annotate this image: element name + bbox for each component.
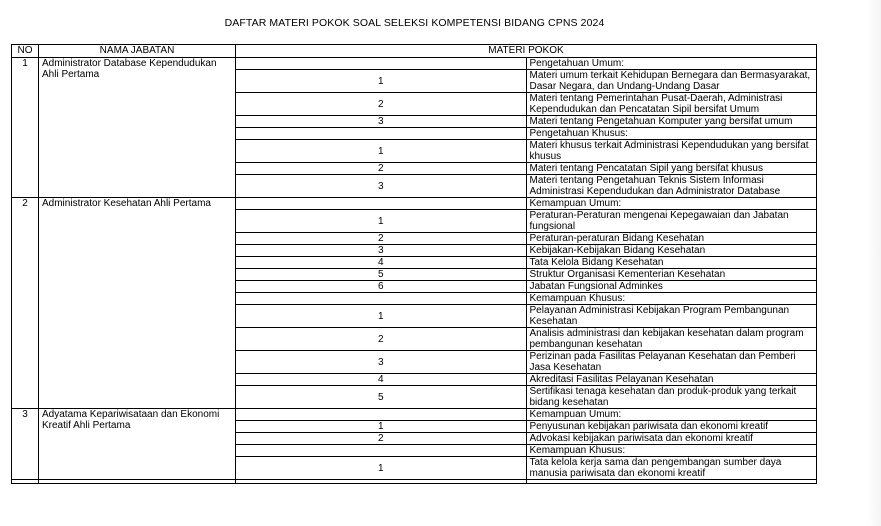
materi-item-text: Tata Kelola Bidang Kesehatan bbox=[526, 257, 817, 269]
row-number: 3 bbox=[12, 409, 39, 480]
materi-item-text: Peraturan-Peraturan mengenai Kepegawaian dan Jabatan fungsional bbox=[526, 210, 817, 233]
materi-item-text: Peraturan-peraturan Bidang Kesehatan bbox=[526, 233, 817, 245]
materi-item-text: Sertifikasi tenaga kesehatan dan produk-produk yang terkait bidang kesehatan bbox=[526, 386, 817, 409]
header-materi: MATERI POKOK bbox=[236, 45, 817, 58]
jabatan-name: Administrator Database Kependudukan Ahli Pertama bbox=[39, 58, 236, 198]
materi-section-heading: Pengetahuan Khusus: bbox=[526, 128, 817, 140]
materi-item-text: Materi umum terkait Kehidupan Bernegara dan Bermasyarakat, Dasar Negara, dan Undang-Undang Dasar bbox=[526, 70, 817, 93]
cutoff-cell bbox=[39, 480, 236, 484]
materi-item-number bbox=[236, 58, 527, 70]
materi-item-number: 4 bbox=[236, 374, 527, 386]
materi-item-number: 1 bbox=[236, 305, 527, 328]
materi-item-number: 1 bbox=[236, 70, 527, 93]
materi-item-text: Materi khusus terkait Administrasi Kependudukan yang bersifat khusus bbox=[526, 140, 817, 163]
materi-item-text: Analisis administrasi dan kebijakan kesehatan dalam program pembangunan kesehatan bbox=[526, 328, 817, 351]
cutoff-cell bbox=[12, 480, 39, 484]
table-row bbox=[12, 58, 817, 70]
materi-item-number: 1 bbox=[236, 140, 527, 163]
row-number: 2 bbox=[12, 198, 39, 409]
materi-item-text: Penyusunan kebijakan pariwisata dan ekonomi kreatif bbox=[526, 421, 817, 433]
materi-item-text: Akreditasi Fasilitas Pelayanan Kesehatan bbox=[526, 374, 817, 386]
materi-item-number: 1 bbox=[236, 457, 527, 480]
materi-item-number bbox=[236, 445, 527, 457]
materi-item-number: 1 bbox=[236, 210, 527, 233]
materi-table bbox=[11, 44, 817, 484]
materi-item-text: Advokasi kebijakan pariwisata dan ekonomi kreatif bbox=[526, 433, 817, 445]
materi-item-number: 5 bbox=[236, 386, 527, 409]
materi-item-number: 2 bbox=[236, 233, 527, 245]
materi-item-number: 3 bbox=[236, 175, 527, 198]
materi-section-heading: Pengetahuan Umum: bbox=[526, 58, 817, 70]
cutoff-cell bbox=[526, 480, 817, 484]
materi-item-number: 2 bbox=[236, 433, 527, 445]
row-number: 1 bbox=[12, 58, 39, 198]
document-title: DAFTAR MATERI POKOK SOAL SELEKSI KOMPETENSI BIDANG CPNS 2024 bbox=[224, 17, 605, 29]
page-edge-shadow bbox=[867, 0, 881, 526]
header-no: NO bbox=[12, 45, 39, 58]
cutoff-cell bbox=[236, 480, 527, 484]
jabatan-name: Adyatama Kepariwisataan dan Ekonomi Kreatif Ahli Pertama bbox=[39, 409, 236, 480]
materi-item-number: 1 bbox=[236, 421, 527, 433]
materi-item-text: Jabatan Fungsional Adminkes bbox=[526, 281, 817, 293]
materi-item-text: Materi tentang Pengetahuan Komputer yang bersifat umum bbox=[526, 116, 817, 128]
materi-item-number bbox=[236, 128, 527, 140]
materi-section-heading: Kemampuan Khusus: bbox=[526, 445, 817, 457]
materi-item-number: 2 bbox=[236, 163, 527, 175]
header-jabatan: NAMA JABATAN bbox=[39, 45, 236, 58]
materi-item-text: Materi tentang Pemerintahan Pusat-Daerah, Administrasi Kependudukan dan Pencatatan Sipil bersifat Umum bbox=[526, 93, 817, 116]
materi-item-text: Materi tentang Pengetahuan Teknis Sistem Informasi Administrasi Kependudukan dan Administrator Database bbox=[526, 175, 817, 198]
materi-item-number bbox=[236, 293, 527, 305]
materi-item-number: 3 bbox=[236, 351, 527, 374]
materi-item-number: 3 bbox=[236, 245, 527, 257]
materi-item-text: Kebijakan-Kebijakan Bidang Kesehatan bbox=[526, 245, 817, 257]
materi-section-heading: Kemampuan Umum: bbox=[526, 409, 817, 421]
materi-item-text: Struktur Organisasi Kementerian Kesehatan bbox=[526, 269, 817, 281]
materi-item-number: 5 bbox=[236, 269, 527, 281]
materi-item-text: Materi tentang Pencatatan Sipil yang bersifat khusus bbox=[526, 163, 817, 175]
materi-item-number bbox=[236, 409, 527, 421]
materi-item-number: 2 bbox=[236, 328, 527, 351]
table-header-row bbox=[12, 45, 817, 58]
table-row bbox=[12, 409, 817, 421]
materi-item-number: 6 bbox=[236, 281, 527, 293]
materi-item-text: Pelayanan Administrasi Kebijakan Program Pembangunan Kesehatan bbox=[526, 305, 817, 328]
materi-item-text: Tata kelola kerja sama dan pengembangan sumber daya manusia pariwisata dan ekonomi kreatif bbox=[526, 457, 817, 480]
materi-item-number: 2 bbox=[236, 93, 527, 116]
materi-section-heading: Kemampuan Umum: bbox=[526, 198, 817, 210]
table-row bbox=[12, 198, 817, 210]
materi-section-heading: Kemampuan Khusus: bbox=[526, 293, 817, 305]
materi-item-text: Perizinan pada Fasilitas Pelayanan Kesehatan dan Pemberi Jasa Kesehatan bbox=[526, 351, 817, 374]
materi-item-number: 4 bbox=[236, 257, 527, 269]
table-row-cutoff bbox=[12, 480, 817, 484]
jabatan-name: Administrator Kesehatan Ahli Pertama bbox=[39, 198, 236, 409]
materi-item-number bbox=[236, 198, 527, 210]
materi-item-number: 3 bbox=[236, 116, 527, 128]
